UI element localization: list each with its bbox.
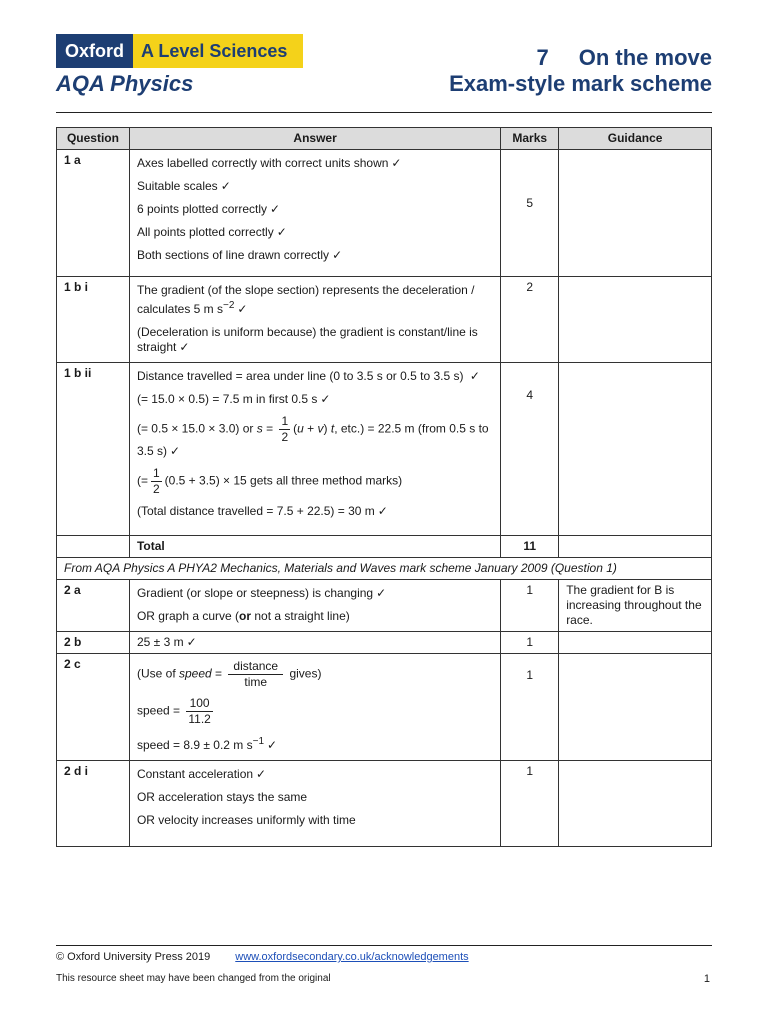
- answer-line: speed = 8.9 ± 0.2 m s: [136, 738, 253, 752]
- fraction-half: [151, 467, 162, 496]
- answer-cell: [129, 632, 500, 654]
- variable-u: u: [297, 421, 304, 436]
- answer-line: Axes labelled correctly with correct units shown: [136, 156, 389, 170]
- total-empty-cell: [57, 536, 130, 558]
- page-number: 1: [703, 973, 710, 985]
- tick-icon: ✓: [237, 302, 248, 316]
- footer-copyright-line: [56, 951, 469, 963]
- answer-cell: [129, 150, 500, 277]
- answer-cell: [129, 277, 500, 363]
- answer-cell: [129, 761, 500, 847]
- answer-line: Suitable scales: [136, 179, 218, 193]
- answer-line: All points plotted correctly: [136, 225, 274, 239]
- guidance-cell: [559, 761, 712, 847]
- answer-text: (Use of: [136, 666, 176, 681]
- fraction-half: [279, 415, 290, 444]
- answer-text: speed =: [136, 703, 181, 718]
- question-label: 1 a: [57, 150, 130, 277]
- tick-icon: ✓: [320, 392, 331, 406]
- variable-v: v: [317, 421, 324, 436]
- method-line: [137, 467, 493, 496]
- guidance-cell: [559, 632, 712, 654]
- answer-text: OR graph a curve (: [136, 609, 240, 623]
- logo-series: A Level Sciences: [133, 34, 303, 68]
- copyright-text: © Oxford University Press 2019: [56, 951, 211, 963]
- oxford-logo: [56, 34, 303, 68]
- guidance-cell: [559, 536, 712, 558]
- marks-cell: 2: [501, 277, 559, 363]
- marks-cell: 5: [501, 150, 559, 277]
- table-row: [57, 363, 712, 536]
- marks-cell: 1: [501, 761, 559, 847]
- answer-line: (= 15.0 × 0.5) = 7.5 m in first 0.5 s: [136, 392, 318, 406]
- answer-text: not a straight line): [251, 609, 350, 623]
- answer-line: OR acceleration stays the same: [136, 790, 308, 804]
- marks-cell: 1: [501, 654, 559, 761]
- answer-emphasis: or: [239, 609, 252, 623]
- guidance-cell: The gradient for B is increasing throughout the race.: [559, 580, 712, 632]
- tick-icon: ✓: [267, 738, 278, 752]
- tick-icon: ✓: [220, 179, 231, 193]
- answer-cell: [129, 654, 500, 761]
- tick-icon: ✓: [332, 248, 343, 262]
- table-row: [57, 150, 712, 277]
- marks-cell: 4: [501, 363, 559, 536]
- guidance-cell: [559, 150, 712, 277]
- table-row: [57, 580, 712, 632]
- fraction-numerator: 1: [281, 414, 289, 428]
- answer-line: Both sections of line drawn correctly: [136, 248, 330, 262]
- marks-cell: 1: [501, 632, 559, 654]
- variable-t: t: [330, 421, 335, 436]
- answer-line: Constant acceleration: [136, 767, 254, 781]
- answer-line: OR velocity increases uniformly with time: [136, 813, 356, 827]
- tick-icon: ✓: [469, 369, 480, 383]
- answer-text: (0.5 + 3.5) × 15 gets all three method marks): [164, 473, 403, 488]
- equals-sign: =: [215, 666, 223, 681]
- question-label: 1 b ii: [57, 363, 130, 536]
- chapter-header: [449, 45, 712, 97]
- plus-sign: +: [303, 421, 318, 436]
- paren-close: ): [323, 421, 328, 436]
- guidance-cell: [559, 654, 712, 761]
- fraction-denominator: time: [244, 675, 268, 689]
- header-divider: [56, 112, 712, 113]
- fraction-denominator: 2: [152, 482, 160, 496]
- answer-line: 25 ± 3 m: [136, 635, 184, 649]
- total-marks: 11: [501, 536, 559, 558]
- question-label: 2 b: [57, 632, 130, 654]
- footer-note: This resource sheet may have been changed from the original: [56, 973, 331, 984]
- guidance-cell: [559, 277, 712, 363]
- fraction-denominator: 2: [281, 430, 289, 444]
- chapter-number: 7: [536, 45, 549, 70]
- tick-icon: ✓: [391, 156, 402, 170]
- fraction-speed: [186, 697, 212, 726]
- doc-title: Exam-style mark scheme: [449, 71, 712, 96]
- answer-line: 6 points plotted correctly: [136, 202, 268, 216]
- footer-divider: [56, 945, 712, 946]
- speed-formula-line: [137, 660, 493, 689]
- chapter-title: On the move: [578, 45, 712, 70]
- tick-icon: ✓: [377, 504, 388, 518]
- variable-speed: speed: [179, 666, 212, 681]
- header-answer: Answer: [129, 128, 500, 150]
- mark-scheme-table: [56, 127, 712, 847]
- answer-text: , etc.) = 22.5 m (from 0.5 s to 3.5 s): [136, 421, 489, 458]
- paren-open: (: [293, 421, 298, 436]
- variable-s: s: [256, 421, 263, 436]
- answer-line: (Total distance travelled = 7.5 + 22.5) = 30 m: [136, 504, 375, 518]
- source-note: From AQA Physics A PHYA2 Mechanics, Materials and Waves mark scheme January 2009 (Question 1): [57, 558, 712, 580]
- fraction-numerator: 1: [152, 466, 160, 480]
- subject-title: AQA Physics: [56, 71, 194, 96]
- table-row: [57, 761, 712, 847]
- suvat-line: [137, 415, 493, 459]
- fraction-denominator: 11.2: [188, 712, 211, 726]
- answer-line: (Deceleration is uniform because) the gradient is constant/line is straight: [136, 325, 478, 354]
- fraction-numerator: distance: [228, 660, 283, 675]
- answer-text: (= 0.5 × 15.0 × 3.0) or: [136, 421, 254, 436]
- fraction-numerator: 100: [186, 697, 212, 712]
- logo-brand: Oxford: [56, 34, 133, 68]
- tick-icon: ✓: [276, 225, 287, 239]
- source-row: [57, 558, 712, 580]
- acknowledgements-link[interactable]: www.oxfordsecondary.co.uk/acknowledgements: [235, 951, 469, 963]
- total-label: Total: [129, 536, 500, 558]
- table-row: [57, 277, 712, 363]
- answer-cell: [129, 363, 500, 536]
- question-label: 2 d i: [57, 761, 130, 847]
- tick-icon: ✓: [179, 340, 190, 354]
- equals-sign: =: [266, 421, 274, 436]
- header-marks: Marks: [501, 128, 559, 150]
- question-label: 2 c: [57, 654, 130, 761]
- fraction-distance-time: [228, 660, 283, 689]
- total-row: [57, 536, 712, 558]
- answer-line: Distance travelled = area under line (0 to 3.5 s or 0.5 to 3.5 s): [136, 369, 464, 383]
- speed-calc-line: [137, 697, 493, 726]
- table-row: [57, 654, 712, 761]
- tick-icon: ✓: [270, 202, 281, 216]
- tick-icon: ✓: [186, 635, 197, 649]
- guidance-cell: [559, 363, 712, 536]
- answer-text: (=: [136, 473, 148, 488]
- header-guidance: Guidance: [559, 128, 712, 150]
- question-label: 2 a: [57, 580, 130, 632]
- question-label: 1 b i: [57, 277, 130, 363]
- header-question: Question: [57, 128, 130, 150]
- tick-icon: ✓: [376, 586, 387, 600]
- tick-icon: ✓: [169, 444, 181, 458]
- unit-superscript: −2: [223, 300, 235, 311]
- unit-superscript: −1: [252, 736, 265, 747]
- table-row: [57, 632, 712, 654]
- answer-line: The gradient (of the slope section) represents the deceleration / calculates 5 m s: [136, 283, 475, 316]
- tick-icon: ✓: [256, 767, 267, 781]
- marks-cell: 1: [501, 580, 559, 632]
- answer-cell: [129, 580, 500, 632]
- table-header-row: [57, 128, 712, 150]
- answer-text: gives): [289, 666, 322, 681]
- answer-line: Gradient (or slope or steepness) is changing: [136, 586, 374, 600]
